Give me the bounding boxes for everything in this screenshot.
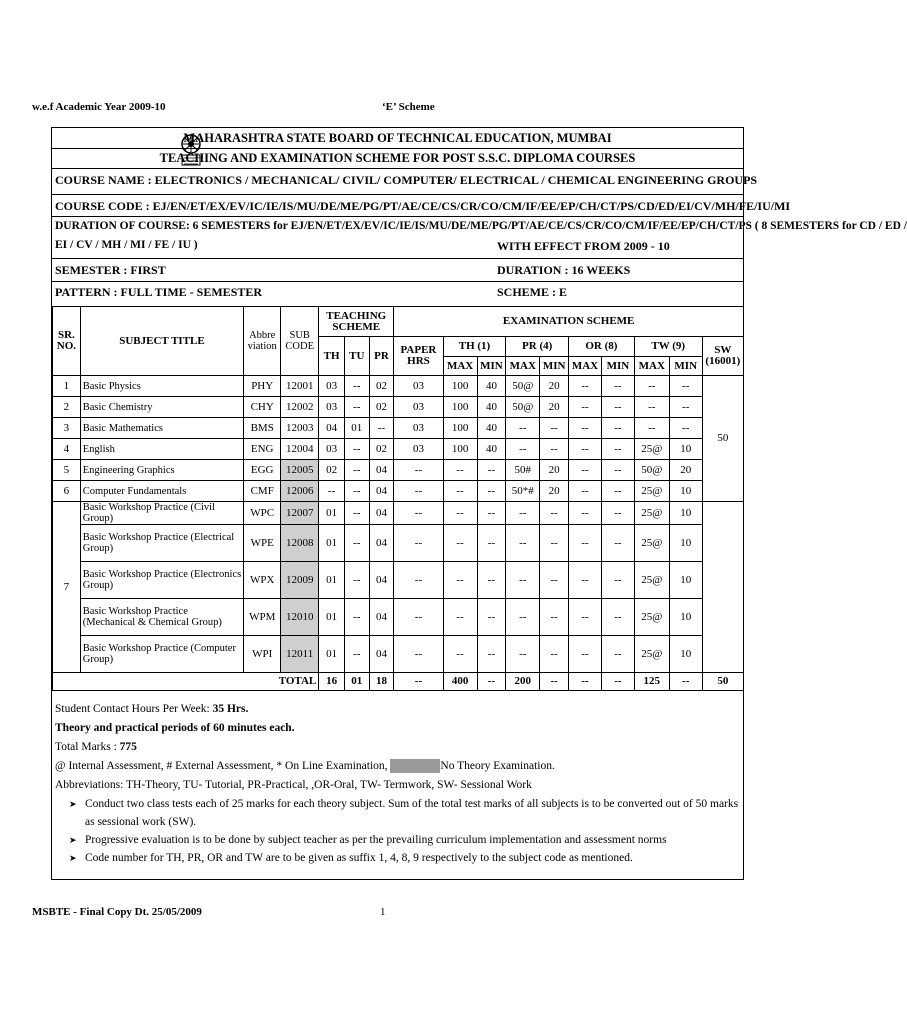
cell-prmin: -- [540, 525, 569, 562]
cell-prmin: -- [540, 502, 569, 525]
col-paper-hrs: PAPER HRS [394, 337, 443, 376]
subject-title: Basic Workshop Practice (Civil Group) [80, 502, 243, 525]
cell-ormin: -- [601, 397, 634, 418]
total-or-max: -- [569, 673, 602, 691]
cell-th: 01 [319, 502, 345, 525]
cell-tu: -- [344, 502, 369, 525]
cell-ormin: -- [601, 439, 634, 460]
cell-prmin: -- [540, 636, 569, 673]
cell-tu: -- [344, 636, 369, 673]
sub-code: 12009 [281, 562, 319, 599]
sr-no: 5 [53, 460, 81, 481]
cell-prmax: -- [506, 502, 540, 525]
sr-no: 4 [53, 439, 81, 460]
subject-title: Engineering Graphics [80, 460, 243, 481]
col-or-min: MIN [601, 357, 634, 376]
cell-paper: 03 [394, 397, 443, 418]
table-row [53, 502, 744, 525]
cell-thmax: 100 [443, 418, 477, 439]
sub-code: 12008 [281, 525, 319, 562]
abbreviation: WPX [244, 562, 281, 599]
sr-no: 3 [53, 418, 81, 439]
cell-pr: 02 [369, 439, 394, 460]
cell-thmax: -- [443, 502, 477, 525]
cell-tu: -- [344, 481, 369, 502]
cell-th: 01 [319, 525, 345, 562]
cell-thmin: -- [477, 481, 506, 502]
cell-thmin: 40 [477, 376, 506, 397]
subject-title: Computer Fundamentals [80, 481, 243, 502]
cell-pr: 04 [369, 636, 394, 673]
cell-pr: -- [369, 418, 394, 439]
course-duration-line2: EI / CV / MH / MI / FE / IU ) [55, 239, 198, 251]
cell-prmin: -- [540, 418, 569, 439]
col-abbreviation: Abbre viation [244, 307, 281, 376]
page-number: 1 [380, 906, 386, 918]
cell-prmin: -- [540, 562, 569, 599]
cell-ormin: -- [601, 525, 634, 562]
sr-no: 1 [53, 376, 81, 397]
total-label: TOTAL [53, 673, 319, 691]
total-sw: 50 [702, 673, 743, 691]
cell-ormax: -- [569, 397, 602, 418]
cell-paper: -- [394, 502, 443, 525]
cell-twmin: 10 [669, 525, 702, 562]
cell-prmax: -- [506, 636, 540, 673]
cell-thmax: -- [443, 460, 477, 481]
cell-twmax: -- [634, 397, 669, 418]
total-tu: 01 [344, 673, 369, 691]
cell-th: 03 [319, 376, 345, 397]
cell-twmax: 50@ [634, 460, 669, 481]
periods-note: Theory and practical periods of 60 minutes each. [55, 722, 295, 734]
table-row [53, 562, 744, 599]
cell-twmin: -- [669, 376, 702, 397]
cell-thmin: -- [477, 502, 506, 525]
col-tw9: TW (9) [634, 337, 702, 357]
sub-code: 12011 [281, 636, 319, 673]
cell-twmin: 10 [669, 481, 702, 502]
scheme-code: SCHEME : E [497, 285, 568, 299]
cell-ormin: -- [601, 636, 634, 673]
col-tu: TU [344, 337, 369, 376]
table-row [53, 636, 744, 673]
course-duration-line1: DURATION OF COURSE: 6 SEMESTERS for EJ/EN/ET/EX/EV/IC/IE/IS/MU/DE/ME/PG/PT/AE/CE/CS/CR/CO/CM/IF/EE/EP/CH/CT/PS ( 8 SEMESTERS for CD / ED / [55, 220, 907, 232]
subject-title: Basic Physics [80, 376, 243, 397]
sub-code: 12003 [281, 418, 319, 439]
academic-year-label: w.e.f Academic Year 2009-10 [32, 101, 166, 113]
abbreviation: WPC [244, 502, 281, 525]
cell-ormin: -- [601, 481, 634, 502]
cell-thmin: -- [477, 460, 506, 481]
cell-thmin: 40 [477, 418, 506, 439]
col-teaching-scheme: TEACHING SCHEME [319, 307, 394, 337]
sub-code: 12001 [281, 376, 319, 397]
cell-paper: -- [394, 599, 443, 636]
cell-prmax: 50@ [506, 397, 540, 418]
cell-thmax: -- [443, 636, 477, 673]
cell-ormax: -- [569, 636, 602, 673]
bullet-code-suffix: ➤ Code number for TH, PR, OR and TW are to be given as suffix 1, 4, 8, 9 respectively to the subject code as mentioned. [55, 849, 741, 867]
abbreviation: WPM [244, 599, 281, 636]
table-row [53, 599, 744, 636]
subject-title: Basic Workshop Practice (Mechanical & Chemical Group) [80, 599, 243, 636]
abbreviation: PHY [244, 376, 281, 397]
cell-tu: -- [344, 376, 369, 397]
cell-prmax: -- [506, 599, 540, 636]
col-pr: PR [369, 337, 394, 376]
cell-tu: -- [344, 460, 369, 481]
cell-twmin: -- [669, 418, 702, 439]
scheme-label: ‘E’ Scheme [382, 101, 435, 113]
bullet-progressive-evaluation: ➤ Progressive evaluation is to be done by subject teacher as per the prevailing curriculum implementation and assessment norms [55, 831, 741, 849]
cell-pr: 04 [369, 562, 394, 599]
col-examination-scheme: EXAMINATION SCHEME [394, 307, 744, 337]
subject-title: English [80, 439, 243, 460]
sub-code: 12010 [281, 599, 319, 636]
table-row [53, 418, 744, 439]
course-code: COURSE CODE : EJ/EN/ET/EX/EV/IC/IE/IS/MU/DE/ME/PG/PT/AE/CE/CS/CR/CO/CM/IF/EE/EP/CH/CT/PS/CD/ED/EI/CV/MH/FE/IU/MI [55, 199, 791, 213]
no-theory-swatch [390, 759, 440, 773]
sub-code: 12002 [281, 397, 319, 418]
cell-th: 03 [319, 439, 345, 460]
cell-th: 01 [319, 636, 345, 673]
cell-pr: 04 [369, 502, 394, 525]
cell-prmax: -- [506, 418, 540, 439]
cell-prmin: 20 [540, 460, 569, 481]
cell-th: 02 [319, 460, 345, 481]
abbreviation: WPI [244, 636, 281, 673]
table-row [53, 397, 744, 418]
cell-paper: -- [394, 481, 443, 502]
total-th-min: -- [477, 673, 506, 691]
cell-twmax: 25@ [634, 502, 669, 525]
cell-twmin: 10 [669, 599, 702, 636]
subject-title: Basic Workshop Practice (Computer Group) [80, 636, 243, 673]
cell-ormax: -- [569, 376, 602, 397]
sub-code: 12004 [281, 439, 319, 460]
semester-label: SEMESTER : FIRST [55, 263, 166, 277]
col-tw-max: MAX [634, 357, 669, 376]
cell-ormax: -- [569, 525, 602, 562]
abbreviation: WPE [244, 525, 281, 562]
footer-copy-date: MSBTE - Final Copy Dt. 25/05/2009 [32, 906, 202, 918]
cell-twmax: -- [634, 376, 669, 397]
abbreviation: BMS [244, 418, 281, 439]
board-title: MAHARASHTRA STATE BOARD OF TECHNICAL EDUCATION, MUMBAI [183, 131, 612, 145]
total-pr-min: -- [540, 673, 569, 691]
cell-thmax: 100 [443, 376, 477, 397]
cell-twmax: 25@ [634, 636, 669, 673]
cell-prmin: -- [540, 439, 569, 460]
abbreviation: CMF [244, 481, 281, 502]
cell-thmax: 100 [443, 397, 477, 418]
table-row [53, 460, 744, 481]
cell-twmax: 25@ [634, 599, 669, 636]
sw-value: 50 [702, 376, 743, 502]
total-th: 16 [319, 673, 345, 691]
cell-paper: 03 [394, 418, 443, 439]
total-pr: 18 [369, 673, 394, 691]
cell-prmin: 20 [540, 397, 569, 418]
cell-prmax: -- [506, 439, 540, 460]
table-row [53, 376, 744, 397]
cell-pr: 04 [369, 481, 394, 502]
cell-twmax: 25@ [634, 525, 669, 562]
cell-th: -- [319, 481, 345, 502]
cell-thmax: -- [443, 525, 477, 562]
cell-prmax: 50*# [506, 481, 540, 502]
cell-prmin: 20 [540, 376, 569, 397]
cell-twmin: 10 [669, 636, 702, 673]
cell-paper: -- [394, 562, 443, 599]
cell-twmin: -- [669, 397, 702, 418]
cell-twmax: 25@ [634, 562, 669, 599]
cell-prmin: 20 [540, 481, 569, 502]
cell-thmax: -- [443, 481, 477, 502]
col-pr-max: MAX [506, 357, 540, 376]
cell-pr: 04 [369, 525, 394, 562]
cell-prmin: -- [540, 599, 569, 636]
assessment-legend: @ Internal Assessment, # External Assessment, * On Line Examination, No Theory Examination. [55, 760, 555, 772]
cell-thmin: -- [477, 599, 506, 636]
cell-th: 01 [319, 599, 345, 636]
cell-ormin: -- [601, 562, 634, 599]
cell-twmax: 25@ [634, 439, 669, 460]
cell-thmax: -- [443, 562, 477, 599]
cell-tu: -- [344, 439, 369, 460]
cell-thmax: 100 [443, 439, 477, 460]
col-sr-no: SR. NO. [53, 307, 81, 376]
subject-title: Basic Workshop Practice (Electrical Group) [80, 525, 243, 562]
cell-pr: 04 [369, 599, 394, 636]
sub-code: 12007 [281, 502, 319, 525]
cell-thmin: -- [477, 525, 506, 562]
col-subject-title: SUBJECT TITLE [80, 307, 243, 376]
cell-tu: -- [344, 562, 369, 599]
cell-ormin: -- [601, 599, 634, 636]
col-pr-min: MIN [540, 357, 569, 376]
cell-ormax: -- [569, 460, 602, 481]
cell-prmax: -- [506, 525, 540, 562]
cell-th: 04 [319, 418, 345, 439]
cell-prmax: 50@ [506, 376, 540, 397]
subject-title: Basic Chemistry [80, 397, 243, 418]
total-th-max: 400 [443, 673, 477, 691]
col-sw: SW (16001) [702, 337, 743, 376]
cell-thmin: 40 [477, 439, 506, 460]
col-th-max: MAX [443, 357, 477, 376]
cell-paper: -- [394, 460, 443, 481]
cell-paper: 03 [394, 376, 443, 397]
course-name: COURSE NAME : ELECTRONICS / MECHANICAL/ CIVIL/ COMPUTER/ ELECTRICAL / CHEMICAL ENGINEERING GROUPS [55, 173, 758, 187]
duration-weeks: DURATION : 16 WEEKS [497, 263, 631, 277]
cell-paper: -- [394, 636, 443, 673]
cell-paper: -- [394, 525, 443, 562]
sr-no: 7 [53, 502, 81, 673]
cell-ormax: -- [569, 439, 602, 460]
cell-twmin: 10 [669, 502, 702, 525]
total-row [53, 673, 744, 691]
cell-twmax: -- [634, 418, 669, 439]
cell-tu: -- [344, 525, 369, 562]
cell-ormax: -- [569, 562, 602, 599]
subject-title: Basic Workshop Practice (Electronics Group) [80, 562, 243, 599]
cell-ormin: -- [601, 502, 634, 525]
abbreviations-note: Abbreviations: TH-Theory, TU- Tutorial, PR-Practical, ,OR-Oral, TW- Termwork, SW- Sessional Work [55, 779, 532, 791]
col-th-min: MIN [477, 357, 506, 376]
total-pr-max: 200 [506, 673, 540, 691]
sub-code: 12005 [281, 460, 319, 481]
cell-twmax: 25@ [634, 481, 669, 502]
cell-twmin: 10 [669, 562, 702, 599]
cell-th: 01 [319, 562, 345, 599]
cell-paper: 03 [394, 439, 443, 460]
table-row [53, 525, 744, 562]
abbreviation: EGG [244, 460, 281, 481]
notes-section [55, 700, 741, 867]
cell-prmax: 50# [506, 460, 540, 481]
cell-pr: 04 [369, 460, 394, 481]
total-tw-min: -- [669, 673, 702, 691]
col-or-max: MAX [569, 357, 602, 376]
table-row [53, 481, 744, 502]
sub-code: 12006 [281, 481, 319, 502]
col-th: TH [319, 337, 345, 376]
total-paper: -- [394, 673, 443, 691]
cell-ormax: -- [569, 481, 602, 502]
total-tw-max: 125 [634, 673, 669, 691]
contact-hours: Student Contact Hours Per Week: 35 Hrs. [55, 703, 249, 715]
cell-ormin: -- [601, 460, 634, 481]
cell-pr: 02 [369, 376, 394, 397]
cell-thmax: -- [443, 599, 477, 636]
col-tw-min: MIN [669, 357, 702, 376]
total-marks: Total Marks : 775 [55, 741, 137, 753]
cell-tu: 01 [344, 418, 369, 439]
table-row [53, 439, 744, 460]
cell-twmin: 20 [669, 460, 702, 481]
col-th1: TH (1) [443, 337, 506, 357]
cell-ormin: -- [601, 376, 634, 397]
subject-title: Basic Mathematics [80, 418, 243, 439]
col-pr4: PR (4) [506, 337, 569, 357]
col-or8: OR (8) [569, 337, 635, 357]
scheme-table [52, 306, 744, 691]
bullet-class-tests: ➤ Conduct two class tests each of 25 marks for each theory subject. Sum of the total test marks of all subjects is to be converted out of 50 marks as sessional work (SW). [55, 795, 741, 831]
cell-ormin: -- [601, 418, 634, 439]
abbreviation: ENG [244, 439, 281, 460]
pattern-label: PATTERN : FULL TIME - SEMESTER [55, 285, 263, 299]
cell-thmin: -- [477, 636, 506, 673]
sr-no: 6 [53, 481, 81, 502]
effect-from: WITH EFFECT FROM 2009 - 10 [497, 239, 670, 253]
abbreviation: CHY [244, 397, 281, 418]
cell-prmax: -- [506, 562, 540, 599]
col-sub-code: SUB CODE [281, 307, 319, 376]
total-or-min: -- [601, 673, 634, 691]
cell-ormax: -- [569, 502, 602, 525]
cell-thmin: -- [477, 562, 506, 599]
cell-twmin: 10 [669, 439, 702, 460]
sr-no: 2 [53, 397, 81, 418]
cell-thmin: 40 [477, 397, 506, 418]
scheme-title: TEACHING AND EXAMINATION SCHEME FOR POST S.S.C. DIPLOMA COURSES [159, 151, 636, 165]
cell-th: 03 [319, 397, 345, 418]
cell-pr: 02 [369, 397, 394, 418]
scheme-document [51, 127, 907, 880]
cell-tu: -- [344, 599, 369, 636]
cell-tu: -- [344, 397, 369, 418]
cell-ormax: -- [569, 418, 602, 439]
cell-ormax: -- [569, 599, 602, 636]
